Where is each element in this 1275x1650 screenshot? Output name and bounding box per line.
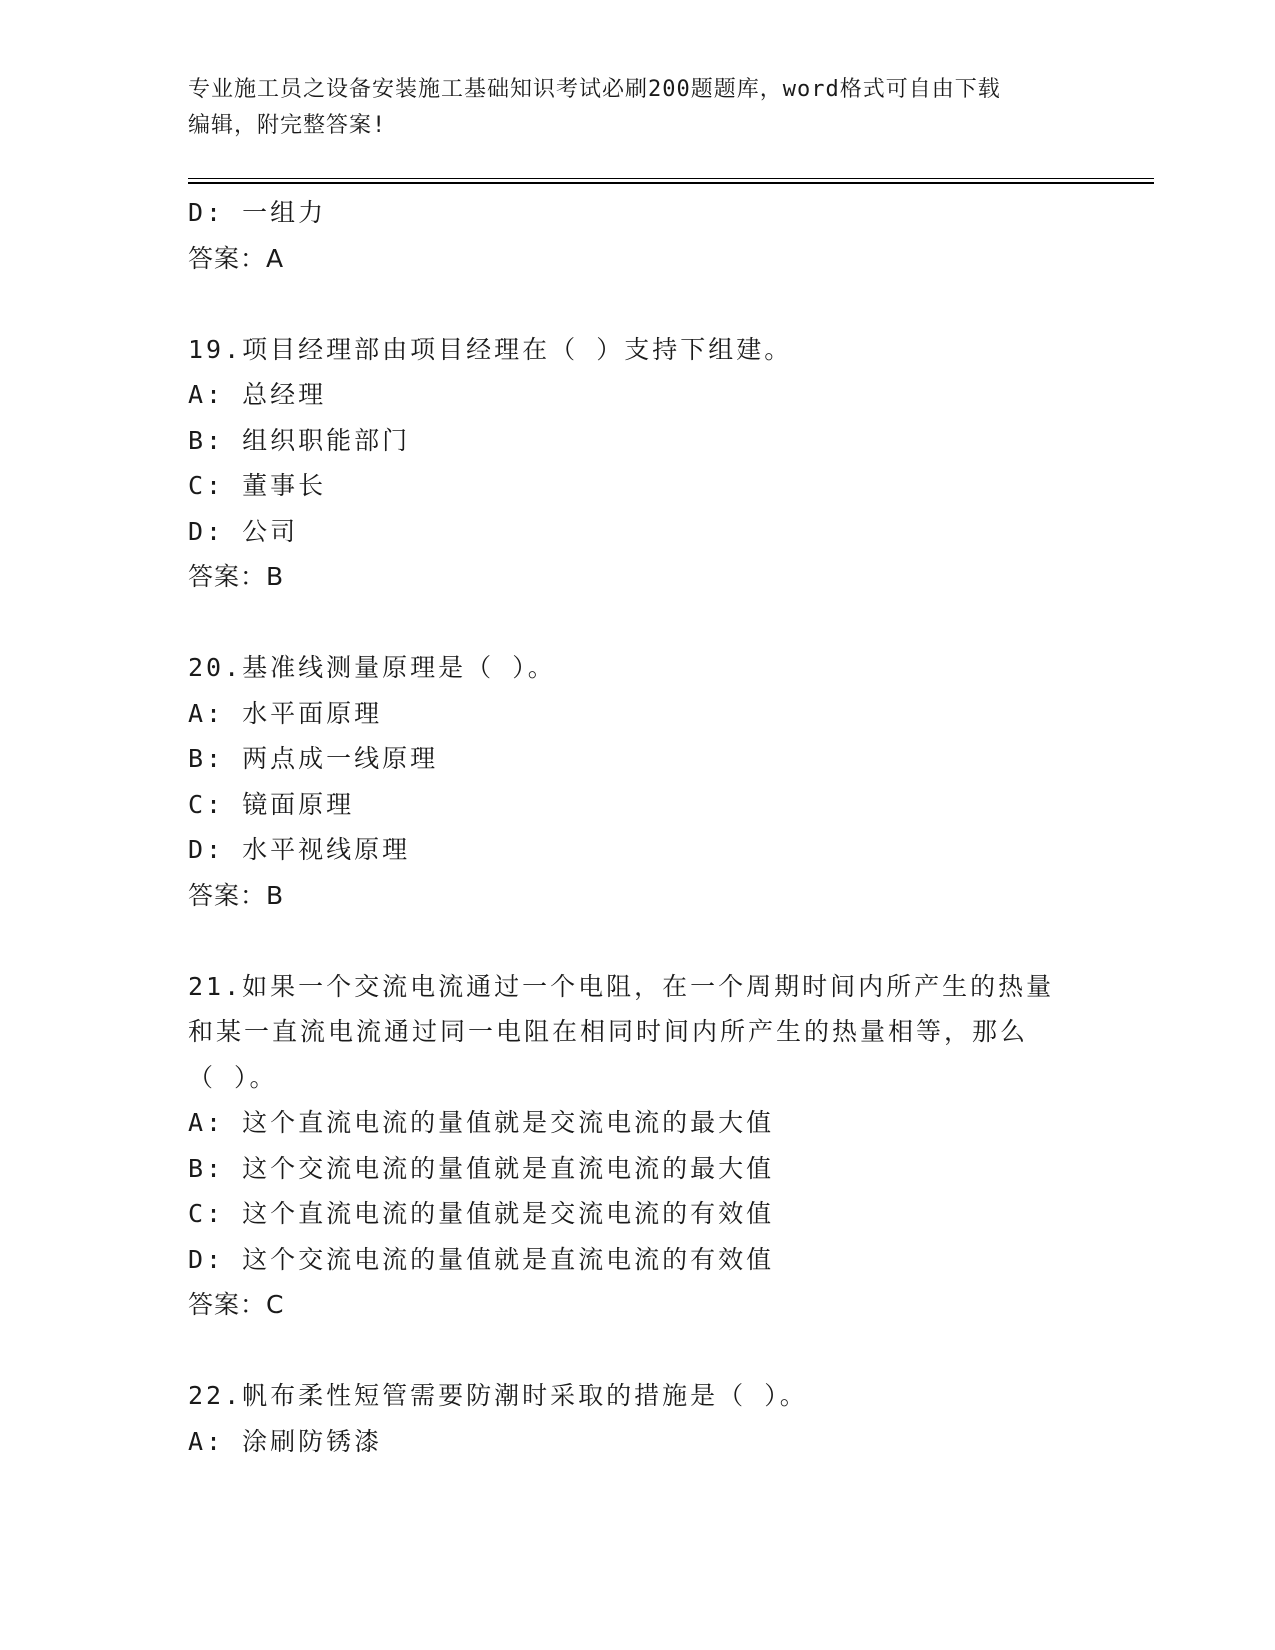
question-text-line: 和某一直流电流通过同一电阻在相同时间内所产生的热量相等，那么 (188, 1017, 1029, 1046)
question-text-line: （ ）。 (188, 1062, 278, 1092)
question-text: 22.帆布柔性短管需要防潮时采取的措施是（ ）。 (188, 1381, 808, 1410)
question-text (188, 964, 1088, 1101)
spacer (188, 1328, 1088, 1374)
question-text: 19.项目经理部由项目经理在（ ）支持下组建。 (188, 334, 793, 364)
question-text: 20.基准线测量原理是（ ）。 (188, 653, 556, 682)
question-block (188, 964, 1088, 1328)
question-block (188, 645, 1088, 918)
spacer (188, 918, 1088, 964)
prev-question-option-d: D: 一组力 (188, 198, 327, 227)
answer: 答案：B (188, 880, 285, 910)
header-title-line-1: 专业施工员之设备安装施工基础知识考试必刷200题题库，word格式可自由下载 (188, 77, 1001, 102)
option-b: B: 两点成一线原理 (188, 744, 439, 773)
option-d: D: 这个交流电流的量值就是直流电流的有效值 (188, 1244, 775, 1274)
spacer (188, 281, 1088, 327)
option-a: A: 水平面原理 (188, 698, 383, 728)
question-list (188, 190, 1088, 1464)
question-block (188, 1373, 1088, 1464)
option-d: D: 公司 (188, 516, 299, 546)
option-a: A: 这个直流电流的量值就是交流电流的最大值 (188, 1108, 775, 1137)
header-divider-thin (188, 178, 1154, 179)
option-a: A: 涂刷防锈漆 (188, 1426, 383, 1456)
answer: 答案：B (188, 562, 285, 591)
header-divider-thick (188, 182, 1154, 184)
option-c: C: 这个直流电流的量值就是交流电流的有效值 (188, 1199, 775, 1228)
answer: 答案：C (188, 1290, 285, 1319)
spacer (188, 600, 1088, 646)
prev-question-answer: 答案：A (188, 243, 285, 273)
question-block (188, 327, 1088, 600)
document-header (188, 72, 1088, 144)
option-b: B: 这个交流电流的量值就是直流电流的最大值 (188, 1153, 775, 1183)
question-text-line: 21.如果一个交流电流通过一个电阻，在一个周期时间内所产生的热量 (188, 971, 1055, 1001)
option-a: A: 总经理 (188, 380, 327, 409)
option-c: C: 镜面原理 (188, 789, 355, 819)
option-b: B: 组织职能部门 (188, 425, 411, 455)
option-d: D: 水平视线原理 (188, 835, 411, 864)
option-c: C: 董事长 (188, 471, 327, 500)
header-title-line-2: 编辑，附完整答案! (188, 113, 387, 138)
